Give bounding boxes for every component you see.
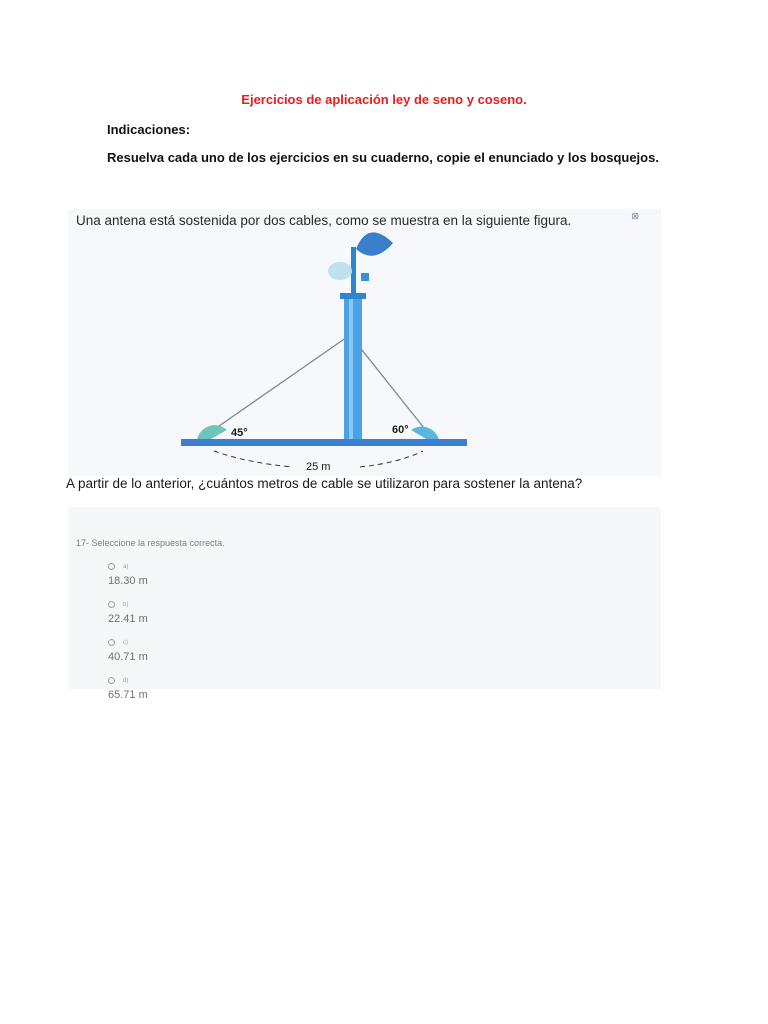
quiz-panel: [68, 507, 661, 701]
quiz-prompt: 17- Seleccione la respuesta correcta.: [76, 538, 225, 548]
option-value: 18.30 m: [108, 575, 148, 587]
quiz-option-d[interactable]: [108, 672, 148, 701]
option-value: 22.41 m: [108, 613, 148, 625]
quiz-option-a[interactable]: [108, 558, 148, 587]
option-letter: d): [123, 677, 129, 684]
quiz-option-b[interactable]: [108, 596, 148, 625]
option-value: 40.71 m: [108, 651, 148, 663]
radio-icon[interactable]: [108, 601, 115, 608]
angle-left-label: 45°: [231, 427, 248, 439]
base-length-label: 25 m: [306, 461, 331, 473]
document-title: Ejercicios de aplicación ley de seno y coseno.: [241, 92, 527, 107]
option-letter: b): [123, 601, 129, 608]
figure-intro-text: Una antena está sostenida por dos cables, como se muestra en la siguiente figura.: [76, 213, 572, 228]
dimension-line-left: [214, 451, 293, 467]
radio-icon[interactable]: [108, 563, 115, 570]
question-text: A partir de lo anterior, ¿cuántos metros de cable se utilizaron para sostener la antena?: [66, 476, 583, 491]
sensor-dome: [328, 262, 352, 280]
indications-label: Indicaciones:: [107, 122, 191, 137]
instructions-text: Resuelva cada uno de los ejercicios en su cuaderno, copie el enunciado y los bosquejos.: [107, 150, 659, 165]
option-value: 65.71 m: [108, 689, 148, 701]
angle-right-label: 60°: [392, 424, 409, 436]
antenna-box: [361, 273, 369, 281]
cable-left: [209, 335, 350, 433]
satellite-dish: [356, 232, 393, 255]
option-letter: c): [123, 639, 128, 646]
ground-base: [181, 439, 467, 446]
radio-icon[interactable]: [108, 677, 115, 684]
angle-right-marker: [411, 427, 439, 440]
radio-icon[interactable]: [108, 639, 115, 646]
quiz-option-c[interactable]: [108, 634, 148, 663]
close-icon[interactable]: ⊠: [631, 211, 639, 221]
angle-left-marker: [197, 425, 227, 440]
option-letter: a): [123, 563, 129, 570]
tower-highlight: [349, 295, 353, 440]
antenna-figure: [68, 209, 661, 476]
dimension-line-right: [360, 451, 423, 467]
antenna-diagram: [68, 209, 661, 476]
